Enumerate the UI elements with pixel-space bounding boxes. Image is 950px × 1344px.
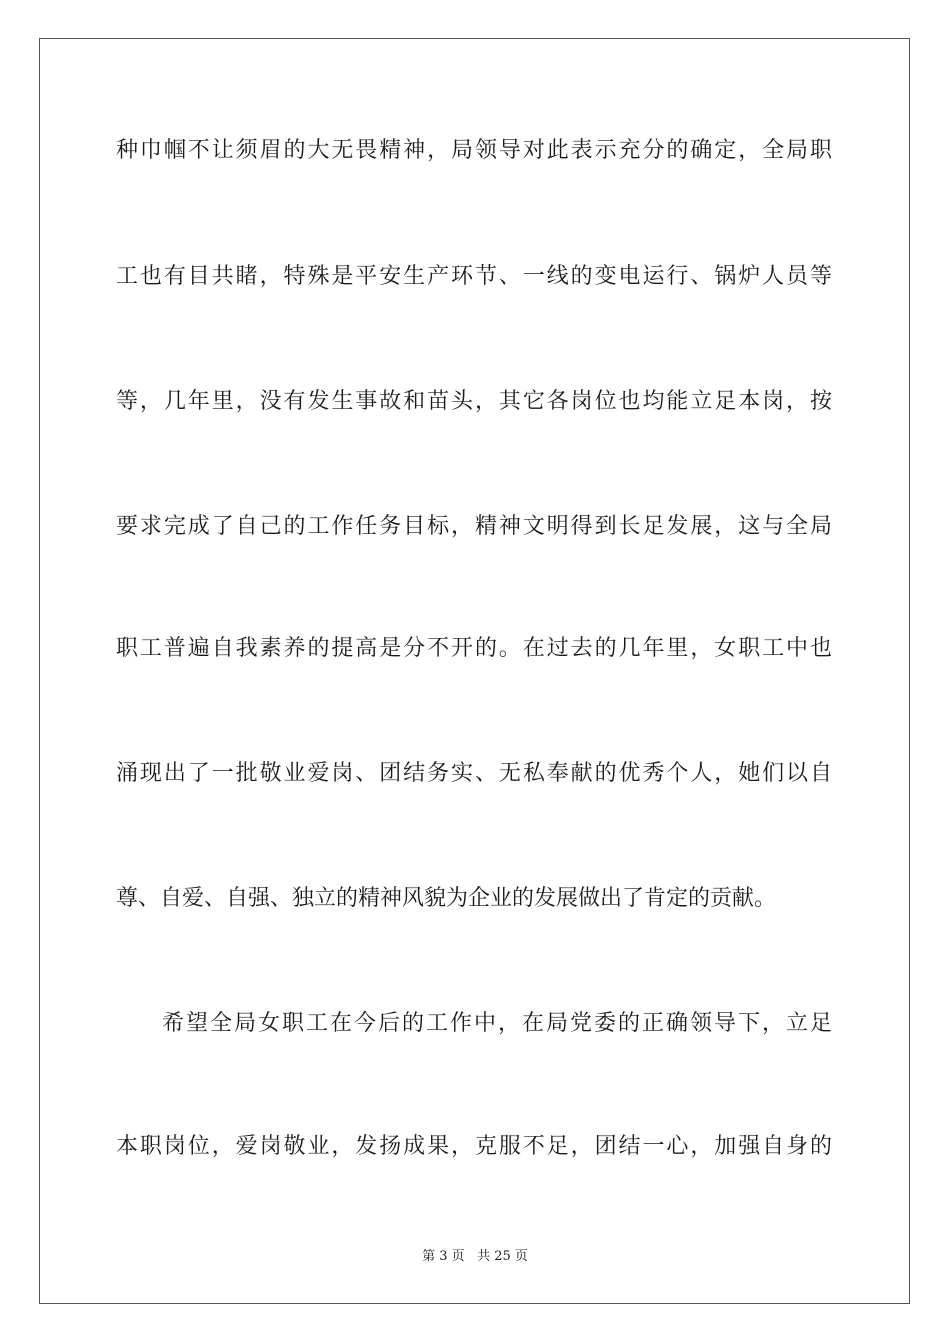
paragraph-line-5: 职工普遍自我素养的提高是分不开的。在过去的几年里，女职工中也: [116, 636, 832, 661]
paragraph-line-9: 本职岗位，爱岗敬业，发扬成果，克服不足，团结一心，加强自身的: [116, 1134, 832, 1159]
page-number: 第 3 页: [422, 1249, 465, 1264]
page-footer: [0, 1248, 950, 1266]
paragraph-line-3: 等，几年里，没有发生事故和苗头，其它各岗位也均能立足本岗，按: [116, 389, 832, 414]
paragraph-line-8: 希望全局女职工在今后的工作中，在局党委的正确领导下，立足: [162, 1011, 832, 1036]
paragraph-line-6: 涌现出了一批敬业爱岗、团结务实、无私奉献的优秀个人，她们以自: [116, 761, 832, 786]
paragraph-line-2: 工也有目共睹，特殊是平安生产环节、一线的变电运行、锅炉人员等: [116, 264, 832, 289]
page-total: 共 25 页: [477, 1249, 528, 1264]
paragraph-line-7: 尊、自爱、自强、独立的精神风貌为企业的发展做出了肯定的贡献。: [116, 886, 777, 911]
page-border: [39, 38, 910, 1304]
paragraph-line-4: 要求完成了自己的工作任务目标，精神文明得到长足发展，这与全局: [116, 514, 832, 539]
paragraph-line-1: 种巾帼不让须眉的大无畏精神，局领导对此表示充分的确定，全局职: [116, 138, 832, 163]
